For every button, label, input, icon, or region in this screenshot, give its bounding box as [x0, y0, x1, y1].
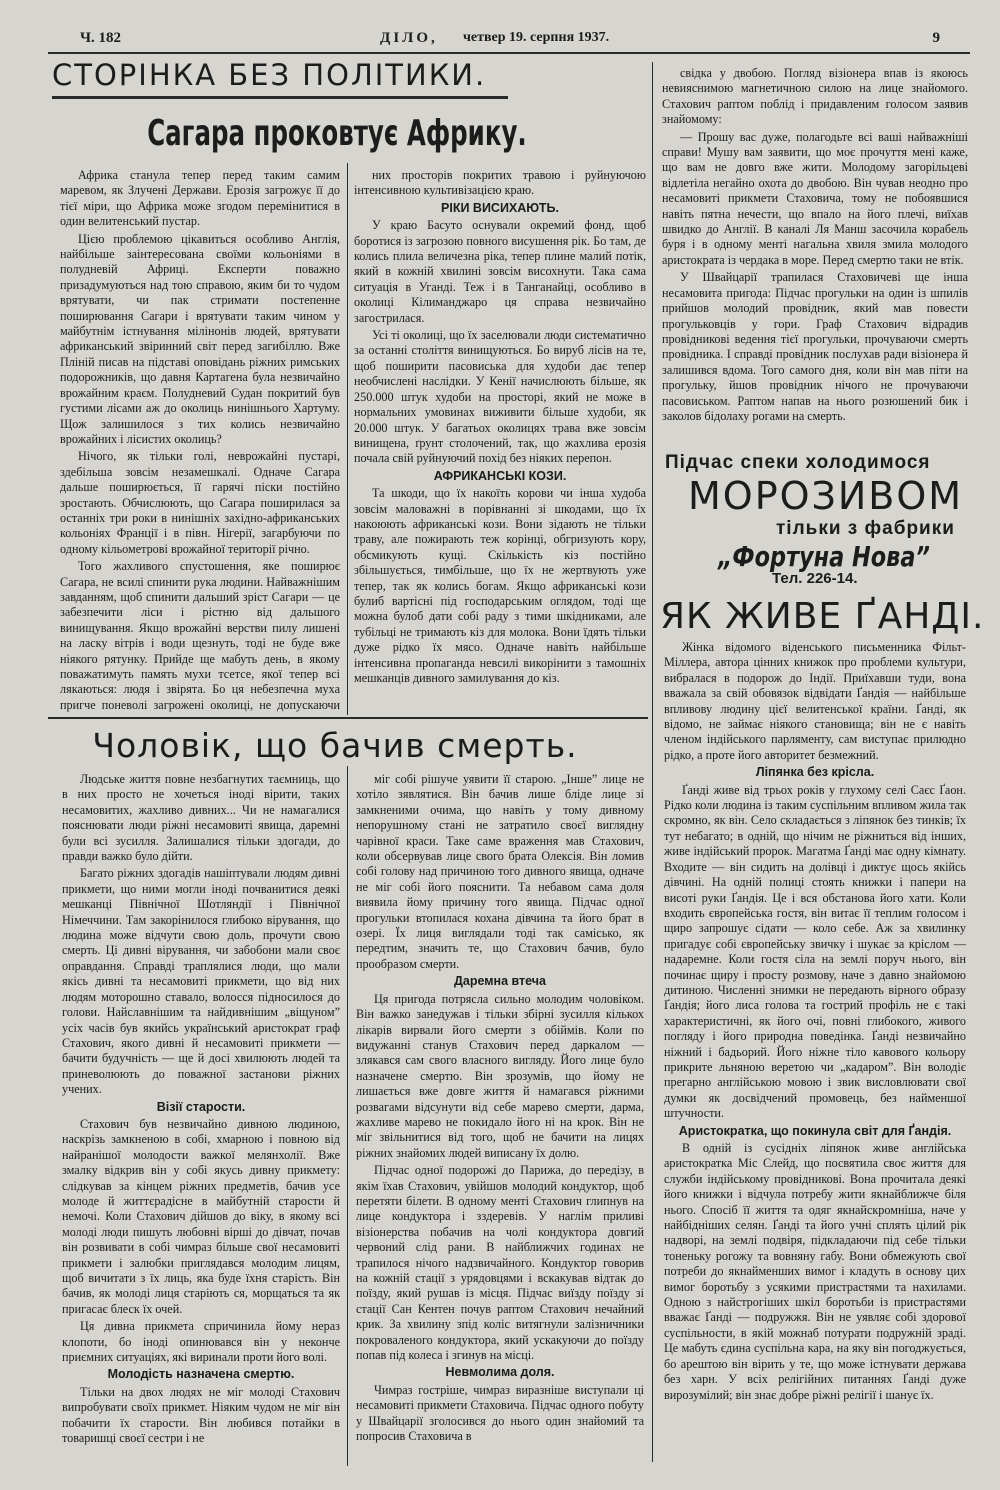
subheading: РІКИ ВИСИХАЮТЬ.	[441, 200, 559, 215]
ad-line-1: Підчас спеки холодимося	[665, 452, 931, 473]
page-number: 9	[932, 30, 940, 46]
subheading: АФРИКАНСЬКІ КОЗИ.	[433, 468, 567, 483]
paragraph: свідка у двобою. Погляд візіонера впав із якоюсь невияснимою магнетичною силою на лице знайомого. Стахович раптом поблід і придавленим голосом заявив знайомому:	[662, 66, 968, 127]
issue-date: четвер 19. серпня 1937.	[463, 30, 610, 45]
section-title-underline	[52, 96, 508, 99]
newspaper-name: ДІЛО,	[380, 30, 438, 46]
article4-headline: ЯК ЖИВЕ ҐАНДІ.	[660, 596, 985, 637]
paragraph: міг собі рішуче уявити її старою. „Інше” лице не хотіло зявлятися. Він бачив лише бліде лице зі замкненими очима, що навіть у тому дивному непорушному стані не затратило своєї виглядну чарівної краси. Таке саме враження мав Стахович, коли обсервував лице свого брата Олексія. Він ломив собі голову над причиною того дивного явища, одначе не міг собі його пояснити. Та небавом сама доля виявила йому причину того явища. Підчас одної прогульки втопилася кохана дівчина та його брат в озері. Їх лиця виглядали тоді так самісько, як передтим, значить те, що Стахович бачив, було прообразом смерти.	[356, 772, 644, 971]
ad-phone: Тел. 226-14.	[772, 570, 858, 587]
paragraph: Тільки на двох людях не міг молоді Стахович випробувати своїх прикмет. Ніяким чудом не міг він побачити їх старости. Він любився потайки в товаришці своєї сестри і не	[62, 1384, 340, 1446]
paragraph: Багато ріжних здогадів нашіптували людям дивні прикмети, що ними могли іноді почванитися деякі мешканці Північної Шотляндії і Північної Німеччини. Там закорінилося глибоко вірування, що людина може відчути свою доль, прочути свою смерть. Ці дивні вірування, чи забобони мали своє оправдання. Справді траплялися люди, що мали якісь дивні та несамовиті прикмети, що від них людям моторошно ставало, волосся підносилося до голови. Найславнішим та найдивнішим „віщуном” усіх часів був якийсь український аристократ граф Стахович, якого дивні й несамовиті прикмети — бачити будучність — ще й досі хвилюють людей та приневолюють до поважної застанови ріжних учених.	[62, 866, 340, 1097]
masthead	[80, 30, 940, 52]
paragraph: У краю Басуто оснували окремий фонд, щоб боротися із загрозою повного висушення рік. Бо там, де колись плила величезна ріка, тепер плине малий потік, який в кожній хвилині зовсім висохнути. Така сама ситуація в Уганді. Теж і в Танганайці, особливо в околиці Кілиманджаро ця справа незвичайно загострилася.	[354, 218, 646, 325]
paragraph: Цією проблемою цікавиться особливо Англія, найбільше заінтересована своїми кольоніями в полудневій Африці. Експерти поважно призадумуються над тою справою, яким би то чудом врятувати, чи пак стримати постепенне поширювання Сагари і врятувати таким чином у майбутнім істнування мілінонів людей, врятувати африканський звіринний світ перед загибіллю. Вже Пліній писав на підставі оповідань ріжних римських подорожників, що давня Картагена була незвичайно врожайним краєм. Полудневий Судан покритий був густими лісами аж до околиць нинішнього Хартуму. Щож залишилося з тих колись незвичайно врожайних і лісистих околиць?	[60, 231, 340, 446]
article2-column-1	[62, 772, 340, 1462]
article2-column-2	[356, 772, 644, 1462]
issue-number: Ч. 182	[80, 30, 122, 46]
ad-line-2: МОРОЗИВОМ	[688, 474, 964, 518]
paragraph: Африка станула тепер перед таким самим маревом, як Злучені Держави. Ерозія загрожує її до тієї міри, що Африка може згодом перемінитися в один велитенський пустар.	[60, 168, 340, 229]
article4-body	[664, 640, 966, 1462]
article1-column-1	[60, 168, 340, 713]
paragraph: В одній із сусідніх ліпянок живе англійська аристократка Міс Слейд, що посвятила своє життя для служби індійському провідникові. Вона прочитала деякі його книжки і відчула потребу жити якнайближче біля нього. Спосіб її життя та одяг якнайскромніша, наче у найбідніших селян. Ґанді та його учні сплять цілий рік надворі, на землі подвіря, підкладаючи під себе тільки тоненьку рогожу та вовняну габу. Вони обмежують свої потреби до якнайменших вимог і кладуть в основу цих вимог боротьбу з усякими пристрастями та нахилами. Одною з найстрогіших шкіл боротьби із пристрастями вважає Ґанді — подружжя. Він не уявляє собі здорової суспільности, в якій можнаб потурати подружній зраді. Це мабуть єдина суспільна кара, на яку він погоджується, бо арештою він вірить у те, що може істнувати держава без харн. У всіх релігійних питаннях Ґанді дуже вирозумілий; він знає добре ріжні релігії і шанує їх.	[664, 1141, 966, 1402]
paragraph: Стахович був незвичайно дивною людиною, наскрізь замкненою в собі, хмарною і повною від найранішої молодости важкої мелянхолії. Вже змалку відкрив він у собі якусь дивну прикмету: слідкував за кінцем ріжних предметів, бачив усе молоде й життєрадісне в майбутній старости й немочі. Коли Стахович дійшов до віку, в якому всі молоді люди пишуть любовні вірші до дівчат, почав він розвивати в собі чимраз більше свої несамовиті прикмети і залюбки приглядався молодим лицям, щоб вичитати з їх лиць, яка буде їхня старість. Він бачив, як молоді лиця старіють ся, морщаться та як пригасає блеск їх очей.	[62, 1116, 340, 1316]
paragraph: Ґанді живе від трьох років у глухому селі Саєс Ґаон. Рідко коли людина із таким суспільним впливом жила так скромно, як він. Село складається з ліпянок без тинків; їх тут небагато; в одній, що нічим не ріжниться від інших, живе індійський пророк. Магатма Ґанді має одну кімнату. Входите — він сидить на долівці і диктує щось якійсь дівчині. На одній полиці стоять книжки і папери на висоті руки Ґандія. Це і вся обстанова його хати. Коли входить європейська гостя, він витає її теплим голосом і щиро запрошує сідати — коло себе. Аж за хвилинку пригадує собі європейську звичку і шукає за кріслом — надаремне. Коли гостя сіла на землі поруч нього, він починає щиру і просту розмову, наче з давно знайомою дитиною. Численні знимки не передають вірного образу Ґандія; його лиса голова та гострий профіль не є такі характеристичні, як його очі, повні глибокого, живого погляду і його природна поведінка. Ґанді незвичайно ніжний і бадьорий. Його ніжне тіло кавового кольору прикрите льняною веретою чи „кадаром”. Він володіє прегарно англійською мовою і звик висловлювати свої думки як досвідчений промовець, без найменшої штучности.	[664, 782, 966, 1121]
article-separator	[48, 717, 648, 719]
article2-headline: Чоловік, що бачив смерть.	[92, 726, 578, 765]
column-divider	[347, 766, 348, 1466]
ad-line-3: тільки з фабрики	[776, 518, 955, 539]
article1-headline: Сагара проковтує Африку.	[147, 113, 527, 154]
masthead-rule	[48, 52, 970, 54]
paragraph: Нічого, як тільки голі, неврожайні пустарі, здебільша зовсім незамешкалі. Одначе Сагара дальше поширюється, її гарячі піски постійно зростають. Обчислюють, що Сагара поширилася за останніх три роки в нинішніх західно-африканських кольоніях Франції і в півн. Нігерії, загарбуючи по одному кільометрові врожайної території річно.	[60, 449, 340, 556]
paragraph: Того жахливого спустошення, яке поширює Сагара, не всилі спинити рука людини. Найважнішим завданням, щоб спинити дальший зріст Сагари — це забезпечити ліси і рістню від дальшого винищування. Якщо врожайні верстви пилу лишені на ласку вітрів і води щезнуть, тоді не буде вже ніякого рятунку. Прийде ще мабуть день, в якому поважатимуть память мухи тсетсе, якої тепер всі лякаються: людя і звірята. Бо ця небезпечна муха пригче поневолі загрожені околиці, не допускаючи	[60, 559, 340, 712]
subheading: Молодість назначена смертю.	[107, 1367, 295, 1382]
paragraph: Ця дивна прикмета спричинила йому нераз клопоти, бо іноді опинювався він у неконче приємних ситуаціях, які виринали проти його волі.	[62, 1319, 340, 1365]
paragraph: Людське життя повне незбагнутих таємниць, що в них просто не хочеться іноді вірити, таких несамовитих, жахливо дивних... Чи не намагалися пояснювати люди ріжні несамовиті явища, даремні були всі зусилля. Залишалися тільки здогади, до правди важко було дійти.	[62, 772, 340, 864]
subheading: Даремна втеча	[454, 974, 546, 989]
paragraph: Чимраз гостріше, чимраз виразніше виступали ці несамовиті прикмети Стаховича. Підчас одного побуту у Швайцарії зголосився до нього один знайомий та попросив Стаховича в	[356, 1382, 644, 1444]
paragraph: У Швайцарії трапилася Стаховичеві ще інша несамовита пригода: Підчас прогульки на один із шпилів прийшов молодий провідник, який мав повести прогульковців у гори. Граф Стахович відрадив провідникові ведення тієї прогульки, прочуваючи смерть провідника. І справді провідник послухав ради візіонера й залишився вдома. Того самого дня, коли він мав піти на прогульку, йшов провідник нічого не прочуваючи пасовиськом. Раптом напав на нього розюшений бик і заколов бідолаху рогами на смерть.	[662, 270, 968, 423]
subheading: Невмолима доля.	[445, 1365, 555, 1380]
column-divider	[652, 62, 653, 1462]
paragraph: — Прошу вас дуже, полагодьте всі ваші найважніші справи! Мушу вам заявити, що моє прочуття мені каже, що вам не довго вже жити. Молодому загорільцеві відлетіла негайно охота до двобою. Він чував неодно про несамовиті прикмети Стаховича, тому не побоявшися навіть пятна нечести, що впало на його плечі, виїхав швидко до Англії. В каналі Ля Манш засочила корабель буря і в одному менті нагальна хвиля змила молодого аристократа із чердака в море. Перед смертю таки не втік.	[662, 129, 968, 267]
paragraph: них просторів покритих травою і руйнуючою інтенсивною культивізацією краю.	[354, 168, 646, 198]
article3-continuation	[662, 66, 968, 442]
paragraph: Та шкоди, що їх накоїть корови чи інша худоба зовсім маловажні в порівнанні зі шкодами, що їх накоюють африканські кози. Вони зідають не тільки траву, але пожирають теж корінці, обгризують кору, обсмикують кущі. Скількість кіз постійно збільшується, тимбільше, що їх не жертвують уже тепер, так як колись богам. Якщо африканські кози булиб вартісні під господарським оглядом, тоді ще можна булоб дати собі раду з тими шкідниками, але тубільці не тримають кіз для молока. Вони їдять тільки дуже рідко їх мясо. Одначе навіть найбільше інтенсивна пропаганда невсилі викорінити з тамошніх мешканців дивного замилування до кіз.	[354, 486, 646, 685]
column-divider	[347, 163, 348, 715]
ice-cream-ad	[660, 452, 970, 587]
paragraph: Жінка відомого віденського письменника Фільт-Міллера, автора цінних книжок про проблеми культури, вибралася в подорож до Індії. Приїхавши туди, вона вважала за свій обовязок відвідати Ґандія — найбільше впливову людину цієї велитенської країни. Ґанді, як відомо, не займає ніякого становища; він не є навіть членом індійського парляменту, сам виступає прилюдно рідко, а проте його авторитет безмежний.	[664, 640, 966, 762]
subheading: Аристократка, що покинула світ для Ґандія.	[678, 1123, 952, 1138]
paragraph: Підчас одної подорожі до Парижа, до передізу, в якім їхав Стахович, увійшов молодий кондуктор, щоб перетяти білети. В одному менті Стахович глипнув на лице кондуктора і зздеревів. У наглім приливі візіонерства побачив на чолі кондуктора довгий червоний слід рани. В найближчих годинах не трапилося нічого надзвичайного. Кондуктор говорив на кожній стації з урядовцями і вскакував відтак до поїзду, який рушав із місця. Підчас виїзду поїзду зі стації Сан Кентен почув раптом Стахович нечайний крик. За хвилину зпід коліс витягнули залізничники покроваленого кондуктора, який ускакуючи до поїзду попав під колеса і згинув на місці.	[356, 1163, 644, 1363]
article1-column-2	[354, 168, 646, 713]
paragraph: Ця пригода потрясла сильно молодим чоловіком. Він важко занедужав і тільки збірні зусилля кількох лікарів вирвали його смерти з обіймів. Коли по видужанні станув Стахович перед даркалом — злякався сам свого власного вигляду. Його лице було назначене смертю. Він зрозумів, що йому не лишається вже довге життя й намагався ріжними розвагами відсунути від себе марево смерти, дарма, жахливе марево не покидало його ні на крок. Він не міг звільнитися від того, щоб не бачити на лицях ріжних знайомих людей виписану їх долю.	[356, 991, 644, 1160]
ad-brand: „Фортуна Нова”	[718, 540, 930, 573]
subheading: Візії старости.	[156, 1099, 246, 1114]
subheading: Ліпянка без крісла.	[755, 765, 875, 780]
paragraph: Усі ті околиці, що їх заселювали люди систематично за останні століття винищуються. Бо вируб лісів на те, щоб поширити пасовиська для худоби дає тепер необчислені наслідки. У Кенії начислюють більше, як 250.000 штук худоби на просторі, який не може в нормальних умовинах виживити більше худоби, як 20.000 штук. У багатьох околицях трава вже зовсім винищена, ґрунт столочений, так, що жахлива ерозія почала свій руйнуючий похід без ніяких перепон.	[354, 328, 646, 466]
section-title: СТОРІНКА БЕЗ ПОЛІТИКИ.	[52, 58, 487, 92]
